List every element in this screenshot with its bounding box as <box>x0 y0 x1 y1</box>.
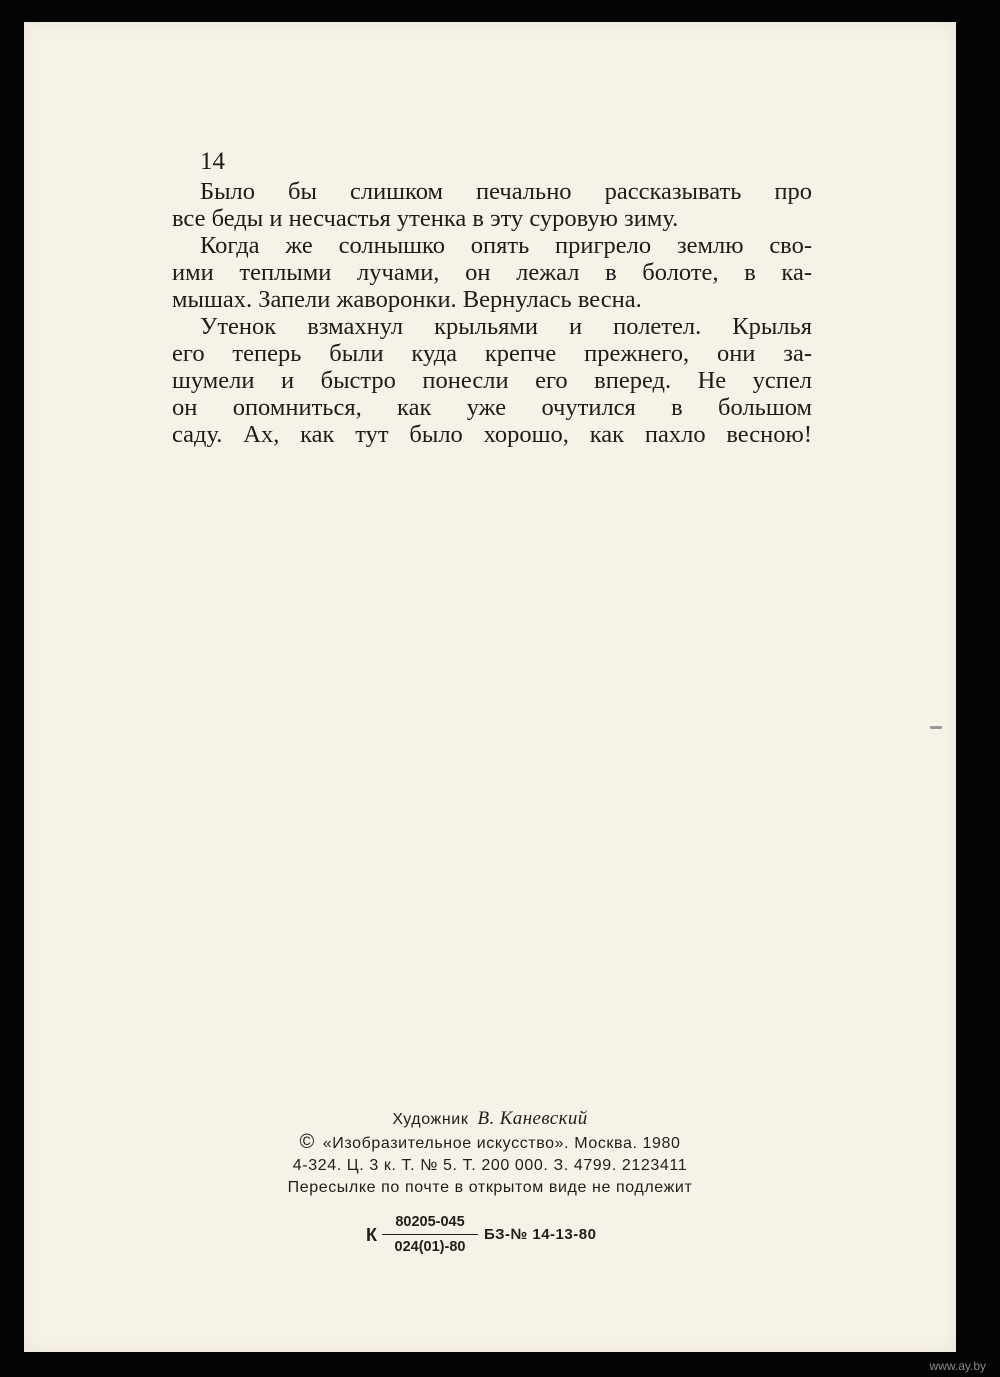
paragraph-2 <box>172 232 812 313</box>
order-code: БЗ-№ 14-13-80 <box>484 1226 597 1243</box>
mailing-note: Пересылке по почте в открытом виде не подлежит <box>287 1179 693 1196</box>
edge-mark <box>930 726 942 729</box>
catalog-code-prefix: К <box>366 1225 377 1245</box>
page-number: 14 <box>200 148 225 175</box>
story-text-block <box>172 146 812 448</box>
text-line: ими теплыми лучами, он лежал в болоте, в ка- <box>172 259 812 286</box>
text-line: все беды и несчастья утенка в эту суровую зиму. <box>172 205 679 232</box>
copyright-icon: © <box>299 1131 315 1153</box>
watermark: www.ay.by <box>929 1359 986 1373</box>
publisher-line <box>24 1131 956 1155</box>
catalog-fraction <box>382 1212 478 1257</box>
print-details: 4-324. Ц. 3 к. Т. № 5. Т. 200 000. З. 4799. 2123411 <box>292 1157 688 1174</box>
text-line: Когда же солнышко опять пригрело землю сво- <box>200 232 812 259</box>
text-line: шумели и быстро понесли его вперед. Не успел <box>172 367 812 394</box>
paragraph-3 <box>172 313 812 448</box>
text-line: Утенок взмахнул крыльями и полетел. Крылья <box>200 313 812 340</box>
publisher-name: «Изобразительное искусство». Москва. 1980 <box>322 1135 681 1152</box>
paragraph-1 <box>172 178 812 232</box>
text-line: саду. Ах, как тут было хорошо, как пахло весною! <box>172 421 812 448</box>
artist-label: Художник <box>392 1111 469 1128</box>
text-line: мышах. Запели жаворонки. Вернулась весна. <box>172 286 642 313</box>
text-line: Было бы слишком печально рассказывать про <box>200 178 812 205</box>
catalog-denominator: 024(01)-80 <box>394 1239 466 1255</box>
catalog-numerator: 80205-045 <box>382 1212 478 1235</box>
postcard-back <box>24 22 956 1352</box>
artist-name: В. Каневский <box>477 1108 588 1129</box>
artist-line <box>24 1108 956 1131</box>
text-line: он опомниться, как уже очутился в большом <box>172 394 812 421</box>
text-line: его теперь были куда крепче прежнего, они за- <box>172 340 812 367</box>
imprint-credits <box>24 1108 956 1199</box>
